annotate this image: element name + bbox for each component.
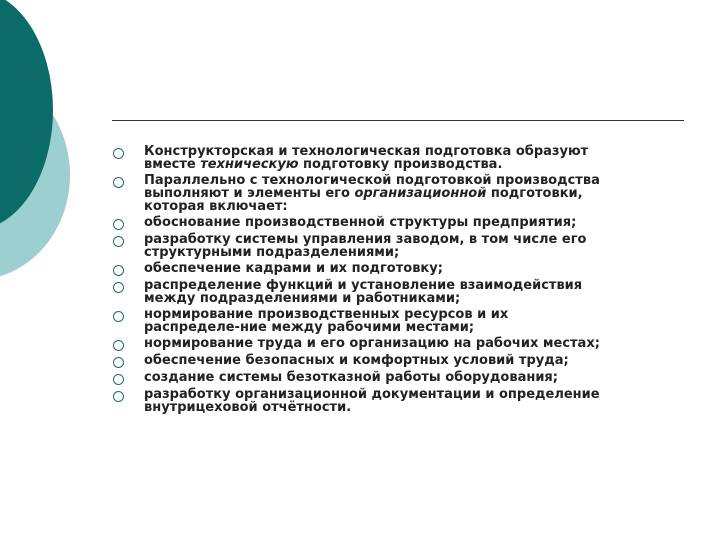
bullet-item-4: [112, 233, 684, 259]
bullet-item-2: [112, 174, 684, 213]
bullet-icon: [113, 374, 124, 385]
bullet-icon: [113, 265, 124, 276]
emphasis-text: организационной: [354, 186, 487, 201]
bullet-icon: [113, 236, 124, 247]
bullet-item-7: [112, 308, 684, 334]
slide-content: [112, 145, 684, 417]
bullet-icon: [113, 357, 124, 368]
bullet-item-1: [112, 145, 684, 171]
bullet-icon: [113, 311, 124, 322]
bullet-icon: [113, 177, 124, 188]
bullet-item-6: [112, 279, 684, 305]
bullet-item-10: [112, 371, 684, 385]
bullet-item-5: [112, 262, 684, 276]
bullet-item-8: [112, 337, 684, 351]
bullet-text: распределение функций и установление взаимодействия между подразделениями и работниками;: [144, 278, 583, 306]
bullet-text: Параллельно с технологической подготовкой производства выполняют и элементы его организационной подготовки, которая включает:: [144, 173, 600, 214]
bullet-item-3: [112, 216, 684, 230]
bullet-text: создание системы безотказной работы оборудования;: [144, 370, 558, 385]
bullet-text: нормирование производственных ресурсов и их распределе-ние между рабочими местами;: [144, 307, 509, 335]
bullet-icon: [113, 282, 124, 293]
bullet-item-11: [112, 388, 684, 414]
bullet-icon: [113, 391, 124, 402]
bullet-text: обеспечение кадрами и их подготовку;: [144, 261, 443, 276]
bullet-text: обеспечение безопасных и комфортных условий труда;: [144, 353, 569, 368]
bullet-item-9: [112, 354, 684, 368]
bullet-list: [112, 145, 684, 414]
bullet-text: разработку организационной документации и определение внутрицеховой отчётности.: [144, 387, 600, 415]
bullet-text: Конструкторская и технологическая подготовка образуют вместе техническую подготовку производства.: [144, 144, 589, 172]
title-divider: [112, 120, 684, 121]
bullet-text: обоснование производственной структуры предприятия;: [144, 215, 577, 230]
bullet-icon: [113, 340, 124, 351]
bullet-text: нормирование труда и его организацию на рабочих местах;: [144, 336, 600, 351]
emphasis-text: техническую: [200, 157, 299, 172]
bullet-text: разработку системы управления заводом, в том числе его структурными подразделениями;: [144, 232, 587, 260]
bullet-icon: [113, 148, 124, 159]
bullet-icon: [113, 219, 124, 230]
